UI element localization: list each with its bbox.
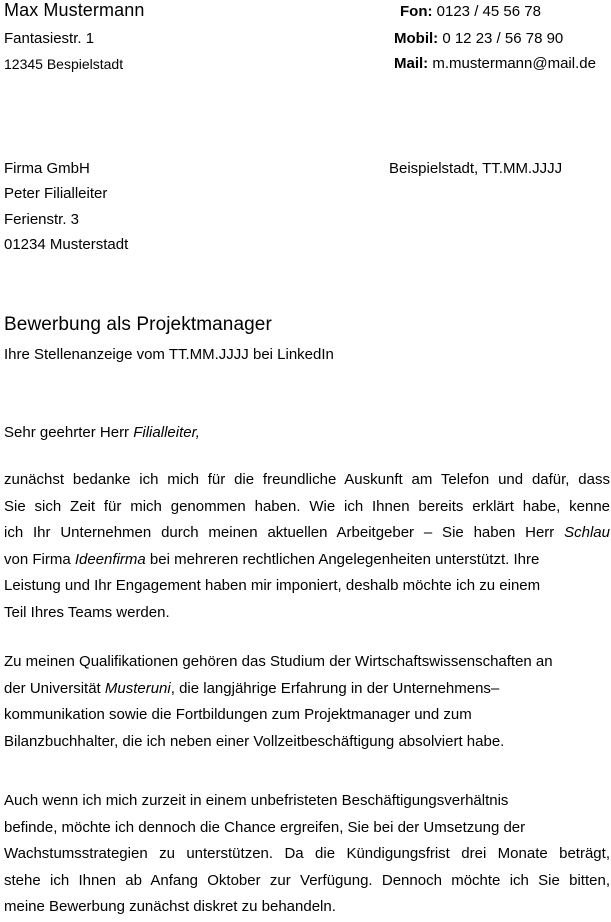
place-date: Beispielstadt, TT.MM.JJJJ xyxy=(389,160,563,177)
text-segment: der Universität xyxy=(4,679,105,697)
subject-reference: Ihre Stellenanzeige vom TT.MM.JJJJ bei LinkedIn xyxy=(4,346,334,363)
paragraph-line: kommunikation sowie die Fortbildungen zum Projektmanager und zum xyxy=(4,706,472,723)
paragraph-line xyxy=(4,520,610,547)
paragraph-thanks xyxy=(4,467,610,626)
recipient-company: Firma GmbH xyxy=(4,160,90,177)
paragraph-line: Leistung und Ihr Engagement haben mir imponiert, deshalb möchte ich zu einem xyxy=(4,577,541,594)
paragraph-line: Sie sich Zeit für mich genommen haben. Wie ich Ihnen bereits erklärt habe, kenne xyxy=(4,497,610,515)
mobile-value: 0 12 23 / 56 78 90 xyxy=(442,30,564,47)
sender-name: Max Mustermann xyxy=(4,0,145,20)
contact-mobile xyxy=(394,30,563,48)
phone-label: Fon: xyxy=(400,3,433,20)
emphasis-name: Schlau xyxy=(564,524,610,541)
paragraph-availability xyxy=(4,788,610,921)
emphasis-company: Ideenfirma xyxy=(74,550,146,568)
paragraph-line: meine Bewerbung zunächst diskret zu behandeln. xyxy=(4,898,336,915)
mail-label: Mail: xyxy=(394,55,429,72)
phone-value: 0123 / 45 56 78 xyxy=(436,3,541,20)
subject-title: Bewerbung als Projektmanager xyxy=(4,314,272,335)
paragraph-qualifications xyxy=(4,649,610,755)
text-segment: bei mehreren rechtlichen Angelegenheiten unterstützt. Ihre xyxy=(145,550,540,568)
paragraph-line: befinde, möchte ich dennoch die Chance ergreifen, Sie bei der Umsetzung der xyxy=(4,818,526,836)
salutation xyxy=(4,424,200,442)
text-segment: ich Ihr Unternehmen durch meinen aktuellen Arbeitgeber – Sie haben Herr xyxy=(4,524,565,541)
paragraph-line: Teil Ihres Teams werden. xyxy=(4,603,170,621)
paragraph-line: Auch wenn ich mich zurzeit in einem unbefristeten Beschäftigungsverhältnis xyxy=(4,792,509,809)
salutation-prefix: Sehr geehrter Herr xyxy=(4,424,134,441)
recipient-street: Ferienstr. 3 xyxy=(4,211,80,228)
text-segment: , die langjährige Erfahrung in der Unternehmens– xyxy=(170,679,500,697)
sender-street: Fantasiestr. 1 xyxy=(4,30,95,47)
contact-mail xyxy=(394,55,596,73)
text-segment: von Firma xyxy=(4,550,75,568)
contact-phone xyxy=(400,3,541,21)
salutation-name: Filialleiter, xyxy=(133,424,200,441)
mail-value[interactable]: m.mustermann@mail.de xyxy=(432,55,596,72)
sender-city: 12345 Bespielstadt xyxy=(4,56,124,72)
paragraph-line: Zu meinen Qualifikationen gehören das Studium der Wirtschaftswissenschaften an xyxy=(4,653,553,670)
paragraph-line xyxy=(4,547,610,574)
paragraph-line: zunächst bedanke ich mich für die freundliche Auskunft am Telefon und dafür, dass xyxy=(4,471,610,488)
paragraph-line: Wachstumsstrategien zu unterstützen. Da die Kündigungsfrist drei Monate beträgt, xyxy=(4,845,610,862)
recipient-city: 01234 Musterstadt xyxy=(4,236,129,253)
paragraph-line xyxy=(4,676,610,703)
emphasis-university: Musteruni xyxy=(104,679,171,697)
recipient-person: Peter Filialleiter xyxy=(4,185,108,202)
paragraph-line: Bilanzbuchhalter, die ich neben einer Vollzeitbeschäftigung absolviert habe. xyxy=(4,732,505,750)
paragraph-line: stehe ich Ihnen ab Anfang Oktober zur Verfügung. Dennoch möchte ich Sie bitten, xyxy=(4,871,610,889)
mobile-label: Mobil: xyxy=(394,30,439,47)
